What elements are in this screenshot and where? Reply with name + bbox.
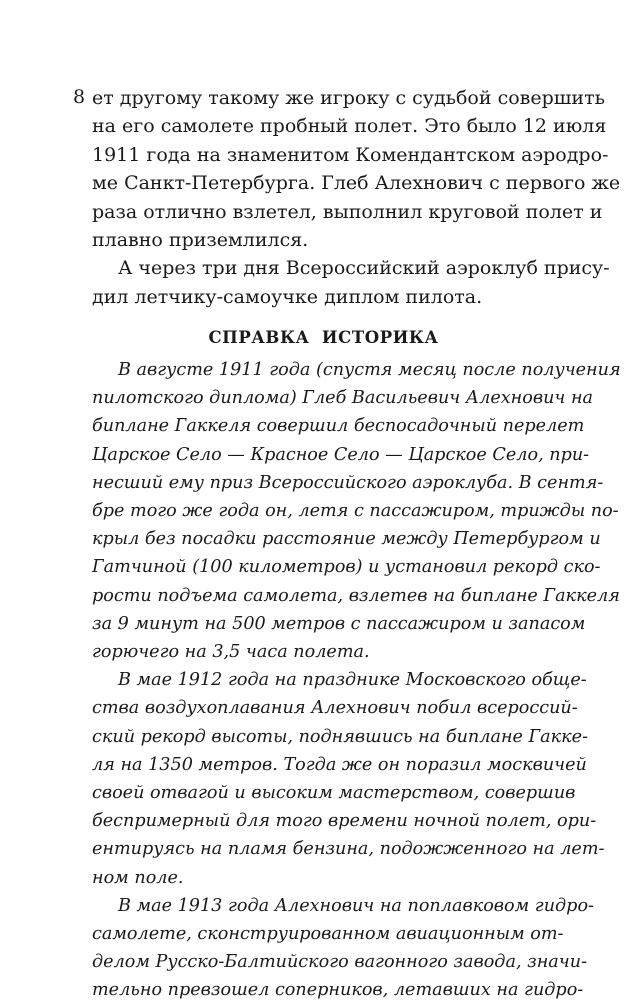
text-line: В мае 1912 года на празднике Московского обще- [118,670,587,691]
text-line: А через три дня Всероссийский аэроклуб прису- [118,257,610,280]
text-line: биплане Гаккеля совершил беспосадочный перелет [92,416,585,437]
text-line: дил летчику-самоучке диплом пилота. [92,285,483,308]
text-line: ства воздухоплавания Алехнович побил всероссий- [92,698,578,719]
text-line: рости подъема самолета, взлетев на биплане Гаккеля [92,585,620,606]
text-line: тельно превзошел соперников, летавших на гидро- [92,980,584,1001]
text-line: горючего на 3,5 часа полета. [92,642,370,663]
text-line: ля на 1350 метров. Тогда же он поразил москвичей [92,754,587,775]
text-line: плавно приземлился. [92,229,309,252]
text-line: Царское Село — Красное Село — Царское Село, при- [92,444,590,465]
historian-paragraph [92,666,605,892]
page-number: 8 [73,86,86,108]
text-line: ном поле. [92,867,184,888]
historian-paragraph [92,356,621,666]
text-line: раза отлично взлетел, выполнил круговой полет и [92,200,603,223]
text-line: пилотского диплома) Глеб Васильевич Алехнович на [92,388,594,409]
text-line: крыл без посадки расстояние между Петербургом и [92,529,601,550]
text-line: В мае 1913 года Алехнович на поплавковом гидро- [118,895,594,916]
text-line: В августе 1911 года (спустя месяц после получения [118,360,621,380]
text-line: за 9 минут на 500 метров с пассажиром и запасом [92,613,586,634]
text-line: ский рекорд высоты, поднявшись на биплане Гакке- [92,726,589,747]
text-line: делом Русско-Балтийского вагонного завода, значи- [92,952,588,973]
text-line: Гатчиной (100 километров) и установил рекорд ско- [92,557,601,578]
text-line: 1911 года на знаменитом Комендантском аэродро- [92,143,609,166]
historian-paragraph [92,892,594,1005]
paragraph [92,84,621,254]
paragraph [92,254,610,311]
text-line: ет другому такому же игроку с судьбой совершить [92,87,605,109]
historian-note-text [92,356,621,1005]
text-line: ме Санкт-Петербурга. Глеб Алехнович с первого же [92,172,621,195]
text-line: беспримерный для того времени ночной полет, ори- [92,811,597,832]
main-text [92,84,621,311]
text-line: своей отвагой и высоким мастерством, совершив [92,783,576,804]
text-line: несший ему приз Всероссийского аэроклуба. В сентя- [92,472,604,493]
text-line: ентируясь на пламя бензина, подожженного на лет- [92,839,605,860]
text-line: на его самолете пробный полет. Это было 12 июля [92,115,607,138]
text-line: бре того же года он, летя с пассажиром, трижды по- [92,501,619,522]
text-line: самолете, сконструированном авиационным от- [92,924,564,945]
section-heading: СПРАВКА ИСТОРИКА [208,328,439,347]
